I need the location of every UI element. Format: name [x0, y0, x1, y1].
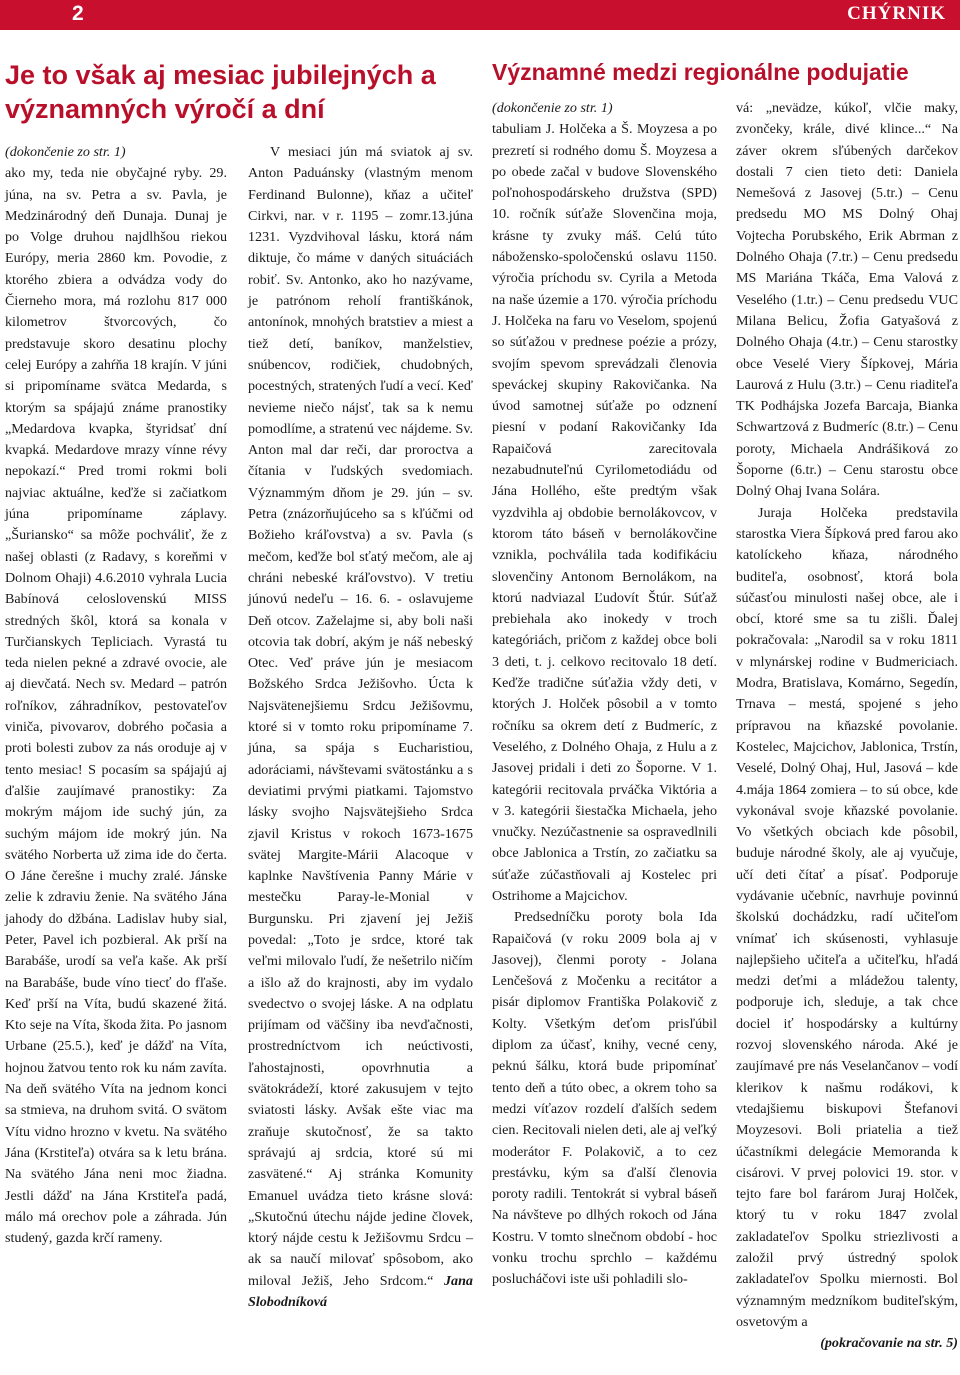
left-article-column-2 — [248, 142, 473, 1313]
page-number: 2 — [72, 2, 84, 25]
continued-to-note: (pokračovanie na str. 5) — [820, 1335, 958, 1352]
right-article-title: Významné medzi regionálne podujatie — [492, 59, 909, 85]
paragraph-text: V mesiaci jún má sviatok aj sv. Anton Paduánsky (vlastným menom Ferdinand Bulonne), kňaz a učiteľ Cirkvi, nar. v r. 1195 – zomr.13.júna 1231. Vyzdvihoval lásku, ktorá nám diktuje, čo máme v daných situáciách robiť. Sv. Antonko, ako ho nazývame, je patrónom reholí františkánok, antonínok, mnohých bratstiev a miest a tiež detí, baníkov, manželstiev, snúbencov, rodičiek, chudobných, pocestných, stratených ľudí a vecí. Keď nevieme niečo nájsť, tak sa k nemu pomodlíme, a stratenú vec nájdeme. Sv. Anton mal dar reči, dar proroctva a čítania v ľudských svedomiach. Význammým dňom je 29. jún – sv. Petra (znázorňujúceho sa s kľúčmi od Božieho kráľovstva) a sv. Pavla (s mečom, keďže bol sťatý mečom, ale aj chráni nebeské kráľovstvo). V tretiu júnovú nedeľu – 16. 6. - oslavujeme Deň otcov. Zaželajme si, aby boli naši otcovia tak dobrí, akým je náš nebeský Otec. Veď práve jún je mesiacom Božského Srdca Ježišovho. Úcta k Najsvätenejšiemu Srdcu Ježišovmu, ktoré si v tomto roku pripomíname 7. júna, sa spája s Eucharistiou, adoráciami, návštevami svätostánku a s deviatimi prvými piatkami. Tajomstvo lásky svojho Najsvätejšieho Srdca zjavil Kristus v rokoch 1673-1675 svätej Margite-Márii Alacoque v kaplnke Navštívenia Panny Márie v mestečku Paray-le-Monial v Burgunsku. Pri zjavení jej Ježiš povedal: „Toto je srdce, ktoré tak veľmi milovalo ľudí, že nešetrilo ničím a išlo až do krajnosti, aby im vydalo svedectvo o svojej láske. A na odplatu prijímam od väčšiny iba nevďačnosti, prostredníctvom ich neúctivosti, ľahostajnosti, opovrhnutia a svätokrádeží, ktoré zakusujem v tejto sviatosti lásky. Avšak ešte viac ma zraňuje skutočnosť, že sa takto správajú aj srdcia, ktoré sú mi zasvätené.“ Aj stránka Komunity Emanuel uvádza tieto krásne slová: „Skutočnú útechu nájde jedine človek, ktorý nájde cestu k Ježišovmu Srdcu – ak sa naučí milovať spôsobom, ako miloval Ježiš, Jeho Srdcom.“ — [248, 144, 473, 1289]
paragraph: Predsedníčku poroty bola Ida Rapaičová (v roku 2009 bola aj v Jasovej), členmi poroty - Jolana Lenčešová z Močenku a recitátor a pisár diplomov Františka Polakovič z Kolty. Všetkým deťom prisľúbil diplom za účasť, knihy, vecné ceny, peknú šálku, ktorá bude pripomínať tento deň a túto obec, a okrem toho sa medzi víťazov rozdelí ďalších sedem cien. Recitovali nielen deti, ale aj veľký moderátor F. Polakovič, a to cez prestávku, kým sa ďalší členovia poroty radili. Tentokrát si vybral báseň Na návšteve po dlhých rokoch od Jána Kostru. V tomto slnečnom období - hoc vonku trochu sprchlo – každému poslucháčovi iste uši pohladili slo- — [492, 909, 717, 1288]
paragraph: vá: „nevädze, kúkoľ, vlčie maky, zvončeky, krále, divé klince...“ Na záver okrem sľúbených darčekov dostali 7 cien tieto deti: Daniela Nemešová z Jasovej (5.tr.) – Cenu predsedu MO MS Dolný Ohaj Vojtecha Porubského, Erik Abrman z Dolného Ohaja (7.tr.) – Cenu predsedu MS Mariána Tkáča, Ema Valová z Veselého (1.tr.) – Cenu predsedu VUC Milana Belicu, Žofia Gatyašová z Dolného Ohaja (4.tr.) – Cenu starostky obce Veselé Viery Šípkovej, Mária Laurová z Hulu (3.tr.) – Cenu riaditeľa TK Podhájska Jozefa Barcaja, Bianka Schwartzová z Budmeríc (8.tr.) – Cenu poroty, Michaela Andrášiková zo Šoporne (6.tr.) – Cenu starostu obce Dolný Ohaj Ivana Solára. — [736, 100, 958, 500]
continued-from-note: (dokončenie zo str. 1) — [492, 100, 613, 116]
paragraph: Juraja Holčeka predstavila starostka Viera Šípková pred farou ako katolíckeho kňaza, národného buditeľa, osobnosť, ktorá bola súčasťou minulosti našej obce, ale i obcí, ktoré sme sa tu zišli. Ďalej pokračovala: „Narodil sa v roku 1811 v mlynárskej rodine v Budmericiach. Modra, Bratislava, Komárno, Segedín, Trnava – mestá, spojené s jeho prípravou na kňazské povolanie. Kostelec, Majcichov, Jablonica, Trstín, Veselé, Dolný Ohaj, Hul, Jasová – kde 4.mája 1864 zomiera – to sú obce, kde vykonával svoje kňazské povolanie. Vo všetkých obciach kde pôsobil, buduje národné školy, ale aj vyučuje, učí deti čítať a písať. Podporuje vydávanie učebníc, navrhuje povinnú školskú dochádzku, radí učiteľom vnímať ich skúsenosti, vyhlasuje najlepšieho učiteľa a učiteľku, hľadá medzi deťmi a mládežou talenty, podporuje ich, sleduje, a tak chce dociel iť hospodársky a kultúrny rozvoj slovenského národa. Aké je zaujímavé pre nás Veselančanov – vodí klerikov k našmu rodákovi, k vtedajšiemu biskupovi Štefanovi Moyzesovi. Boli priatelia a tiež účastníkmi delegácie Memoranda k cisárovi. V prvej polovici 19. stor. v tejto fare bol farárom Juraj Holček, ktorý tu v roku 1847 zvolal zakladateľov Spolku striezlivosti a založil prvý ústredný spolok zakladateľov Spolku miernosti. Bol významným medzníkom buditeľským, osvetovým a — [736, 504, 958, 1330]
right-article-column-1 — [492, 98, 717, 1291]
right-article-column-2 — [736, 98, 958, 1355]
left-article-title: Je to však aj mesiac jubilejných a významných výročí a dní — [5, 60, 436, 124]
author-name: Jana Slobodníková — [248, 1272, 473, 1311]
left-article-column-1 — [5, 142, 227, 1249]
paragraph — [248, 142, 473, 1313]
section-title: CHÝRNIK — [847, 3, 946, 24]
continued-from-note: (dokončenie zo str. 1) — [5, 144, 126, 160]
paragraph: ako my, teda nie obyčajné ryby. 29. júna, na sv. Petra a sv. Pavla, je Medzinárodný deň Dunaja. Dunaj je po Volge druhou najdlhšou riekou Európy, meria 2860 km. Povodie, z ktorého zbiera a odvádza vody do Čierneho mora, má rozlohu 817 000 kilometrov štvorcových, čo predstavuje skoro desatinu plochy celej Európy a zahŕňa 18 krajín. V júni si pripomíname svätca Medarda, s ktorým sa spájajú známe pranostiky „Medardova kvapka, štyridsať dní kvapká. Medardove mrazy vínne révy nepokazí.“ Pred tromi rokmi boli najviac aktuálne, keďže si začiatkom júna pripomíname záplavy. „Šuriansko“ sa môže pochváliť, že z našej oblasti (z Radavy, s koreňmi v Dolnom Ohaji) 4.6.2010 vyhrala Lucia Babínová celoslovenskú MISS stredných škôl, ktorá sa konala v Turčianskych Tepliciach. Vyrastá tu teda nielen pekné a zdravé ovocie, ale aj dievčatá. Nech sv. Medard – patrón roľníkov, záhradníkov, pestovateľov viniča, pivovarov, dobrého počasia a proti bolesti zubov za nás oroduje aj v tento mesiac! S pocasím sa spájajú aj ďalšie zaujímavé pranostiky: Za mokrým májom ide suchý jún, za suchým májom ide mokrý jún. Na svätého Norberta už zima ide do čerta. O Jáne čerešne i muchy zralé. Jánske zelie k zdraviu ženie. Na svätého Jána jahody do džbána. Ladislav huby sial, Peter, Pavel ich pozbieral. Ak prší na Barabáše, urodí sa veľa kaše. Ak prší na Barabáše, bude víno tiecť do fľaše. Keď prší na Víta, budú skazené žitá. Kto seje na Víta, škoda žita. Po jasnom Urbane (25.5.), keď je dážď na Víta, hojnou žatvou tento rok ku nám zavíta. Na deň svätého Víta na jednom konci sa stmieva, na druhom svitá. O svätom Vítu vidno hrozno v kvetu. Na svätého Jána (Krstiteľa) otvára sa k letu brána. Na svätého Jána neni moc žiadna. Jestli dážď na Jána Krstiteľa padá, málo má orechov pole a záhrada. Jún studený, gazda krčí rameny. — [5, 165, 227, 1247]
paragraph: tabuliam J. Holčeka a Š. Moyzesa a po prezretí si rodného domu Š. Moyzesa a po obede začal v budove Slovenského poľnohospodárskeho družstva (SPD) 10. ročník súťaže Slovenčina moja, krásne ty zvuky máš. Celú túto nábožensko-spoločenskú oslavu 1150. výročia príchodu sv. Cyrila a Metoda na naše územie a 170. výročia príchodu J. Holčeka na faru vo Veselom, spojenú so súťažou v prednese poézie a prózy, svojím spevom sprevádzali členovia speváckej skupiny Rakovičanka. Na úvod samotnej súťaže po odznení piesní v podaní Rakovičanky Ida Rapaičová zarecitovala nezabudnuteľnú Cyrilometodiádu od Jána Hollého, ešte predtým však vyzdvihla aj obdobie bernolákovcov, v ktorom táto báseň v bernolákovčine vznikla, pochválila tada kodifikáciu slovenčiny Antonom Bernolákom, na ktorú nadviazal Ľudovít Štúr. Súťaž prebiehala ako inokedy v troch kategóriách, pričom z každej obce boli 3 deti, t. j. celkovo recitovalo 18 detí. Keďže tradične súťažia vždy deti, v ktorých J. Holček pôsobil a v tomto ročníku sa okrem detí z Budmeríc, z Veselého, z Dolného Ohaja, z Hulu a z Jasovej pridali i deti zo Šoporne. V 1. kategórii recitovala prváčka Viktória a v 3. kategórii šiestačka Michaela, jeho vnučky. Nezúčastnenie sa ospravedlnili obce Jablonica a Trstín, zo začiatku sa súťaže zúčastňovali aj Kostelec pri Ostrihome a Majcichov. — [492, 121, 717, 904]
top-bar — [0, 0, 960, 30]
